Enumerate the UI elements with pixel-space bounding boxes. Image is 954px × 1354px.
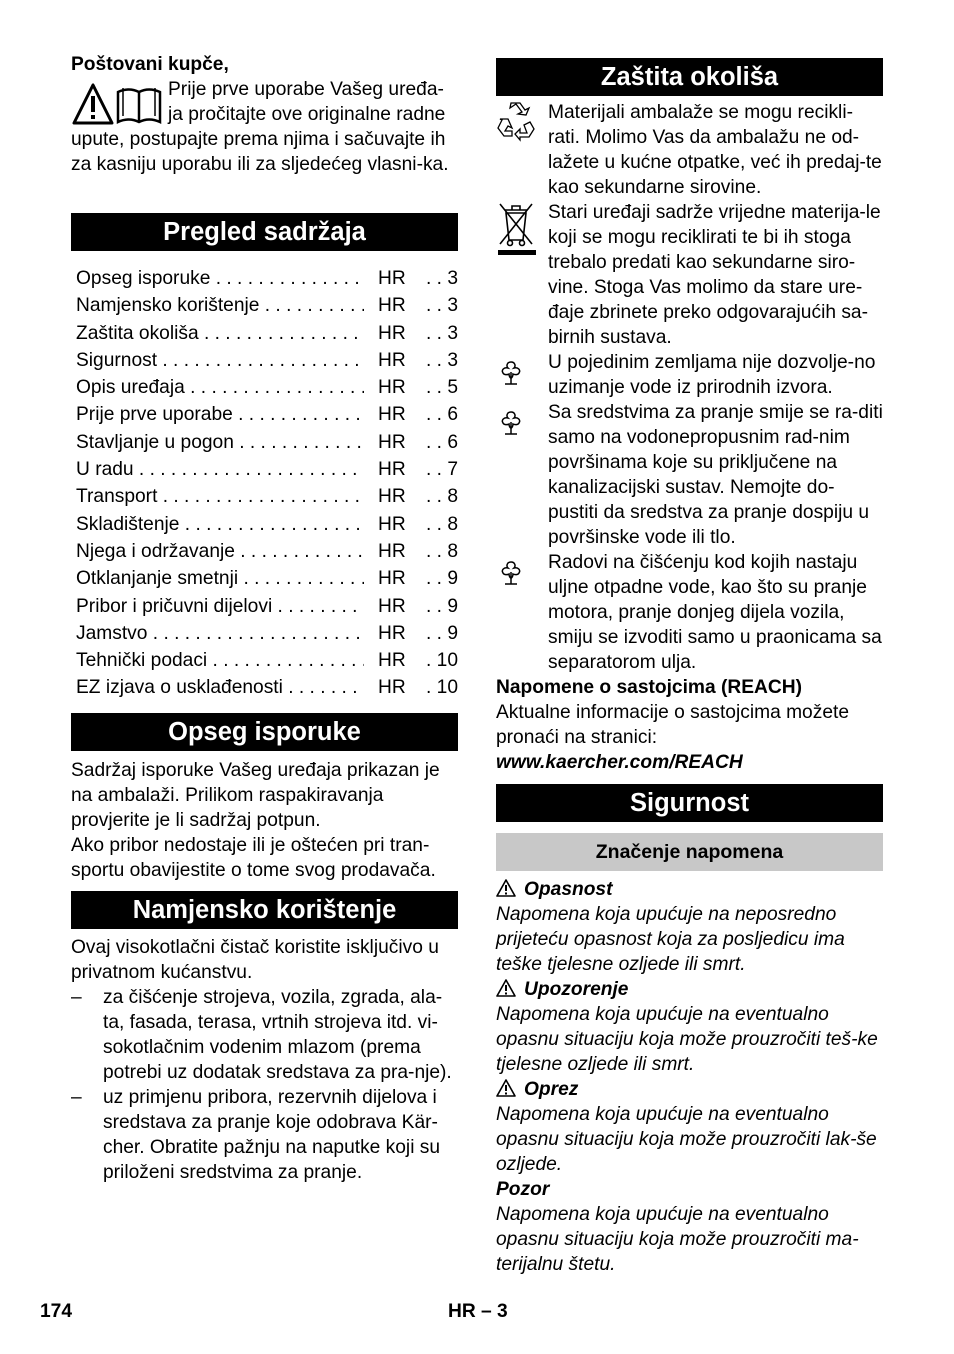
toc-entry-lang: HR — [378, 295, 406, 317]
delivery-paragraph-2: Ako pribor nedostaje ili je oštećen pri tran-sportu obavijestite o tome svog prodavača. — [71, 834, 436, 881]
toc-entry[interactable] — [76, 538, 458, 565]
toc-entry-page: . . 9 — [422, 593, 458, 620]
reach-link[interactable]: www.kaercher.com/REACH — [496, 752, 743, 773]
toc-entry-page: . . 3 — [422, 265, 458, 292]
safety-note — [496, 977, 883, 1077]
toc-entry-page: . . 3 — [422, 292, 458, 319]
warning-icon — [496, 979, 516, 997]
toc-entry[interactable] — [76, 374, 458, 401]
toc-entry-title: Prije prve uporabe . . . — [76, 401, 364, 428]
toc-entry-page: . . 8 — [422, 538, 458, 565]
environment-item — [496, 550, 883, 675]
safety-note-title: Pozor — [496, 1179, 550, 1200]
toc-entry-lang: HR — [378, 268, 406, 289]
safety-note-text: Napomena koja upućuje na eventualno opasnu situaciju koja može prouzročiti ma-terijalnu štetu. — [496, 1204, 859, 1275]
safety-note-title: Opasnost — [524, 879, 613, 900]
environment-icon — [496, 558, 526, 595]
safety-note-title-line — [496, 1077, 883, 1102]
intended-use-paragraph: Ovaj visokotlačni čistač koristite isključivo u privatnom kućanstvu. — [71, 936, 439, 983]
toc-entry-page: . . 6 — [422, 429, 458, 456]
toc-entry-page: . 10 — [422, 647, 458, 674]
intro-rest: upute, postupajte prema njima i sačuvajte ih za kasniju uporabu ili za sljedećeg vlasni-ka. — [71, 129, 449, 175]
safety-note-title: Upozorenje — [524, 979, 629, 1000]
toc-entry[interactable] — [76, 320, 458, 347]
toc-entry-page: . . 3 — [422, 347, 458, 374]
safety-note — [496, 1077, 883, 1177]
toc-entry-page: . . 9 — [422, 565, 458, 592]
toc-entry-title: Skladištenje . . . — [76, 511, 364, 538]
safety-note-title: Oprez — [524, 1079, 579, 1100]
page-number: 174 — [40, 1301, 73, 1322]
intended-use-heading: Namjensko korištenje — [71, 891, 458, 929]
environment-list — [496, 100, 883, 675]
toc-entry[interactable] — [76, 429, 458, 456]
delivery-paragraph-1: Sadržaj isporuke Vašeg uređaja prikazan je na ambalaži. Prilikom raspakiravanja provjerite je li sadržaj potpun. — [71, 759, 440, 831]
toc-entry-page: . . 7 — [422, 456, 458, 483]
intro-line-1: Prije prve uporabe Vašeg uređa- — [168, 79, 444, 100]
toc-entry-lang: HR — [378, 431, 406, 453]
safety-heading: Sigurnost — [496, 784, 883, 822]
safety-note-text: Napomena koja upućuje na eventualno opasnu situaciju koja može prouzročiti lak-še ozljede. — [496, 1104, 877, 1175]
dash-bullet: – — [71, 1086, 82, 1108]
reach-heading: Napomene o sastojcima (REACH) — [496, 677, 802, 698]
delivery-heading: Opseg isporuke — [71, 713, 458, 751]
environment-item-text: U pojedinim zemljama nije dozvolje-no uzimanje vode iz prirodnih izvora. — [548, 352, 876, 398]
warning-manual-icon — [71, 82, 163, 128]
section-number: HR – 3 — [448, 1301, 508, 1322]
toc-entry[interactable] — [76, 265, 458, 292]
toc-entry-lang: HR — [378, 622, 406, 644]
safety-note-title-line — [496, 877, 883, 902]
toc-entry-title: Stavljanje u pogon . . . — [76, 429, 364, 456]
toc-entry-page: . . 6 — [422, 401, 458, 428]
toc-entry[interactable] — [76, 647, 458, 674]
safety-note-text: Napomena koja upućuje na eventualno opasnu situaciju koja može prouzročiti teš-ke tjelesne ozljede ili smrt. — [496, 1004, 878, 1075]
right-column — [496, 58, 883, 1277]
toc-entry-title: Otklanjanje smetnji . . . — [76, 565, 364, 592]
environment-item — [496, 400, 883, 550]
safety-note — [496, 1177, 883, 1277]
greeting: Poštovani kupče, — [71, 54, 229, 75]
environment-item-text: Stari uređaji sadrže vrijedne materija-le koji se mogu reciklirati te bi ih stoga trebalo predati kao sekundarne siro-vine. Stoga Vas molimo da stare ure-đaje zbrinete preko odgovarajućih sa-birnih sustava. — [548, 202, 881, 348]
toc-entry-title: Sigurnost . . . — [76, 347, 364, 374]
intro-line-2: ja pročitajte ove originalne radne — [168, 104, 446, 125]
dash-bullet: – — [71, 986, 82, 1008]
toc-entry-lang: HR — [378, 486, 406, 508]
toc-entry-lang: HR — [378, 349, 406, 371]
toc-entry[interactable] — [76, 456, 458, 483]
safety-notes — [496, 877, 883, 1277]
toc-entry-page: . . 5 — [422, 374, 458, 401]
toc-entry[interactable] — [76, 593, 458, 620]
safety-note — [496, 877, 883, 977]
environment-item-text: Radovi na čišćenju kod kojih nastaju uljne otpadne vode, kao što su pranje motora, pranje donjeg dijela vozila, smiju se izvoditi samo u praonicama sa separatorom ulja. — [548, 552, 882, 673]
recycle-icon — [496, 102, 536, 149]
environment-item-text: Sa sredstvima za pranje smije se ra-diti samo na vodonepropusnim rad-nim površinama koje su priključene na kanalizacijski sustav. Nemojte do-pustiti da sredstva za pranje dospiju u površinske vode ili tlo. — [548, 402, 883, 548]
toc-entry[interactable] — [76, 292, 458, 319]
toc-entry-lang: HR — [378, 404, 406, 426]
toc-entry-lang: HR — [378, 595, 406, 617]
toc-entry-title: Opseg isporuke . . . — [76, 265, 364, 292]
toc-entry-lang: HR — [378, 540, 406, 562]
environment-item — [496, 100, 883, 200]
safety-note-title-line — [496, 977, 883, 1002]
left-column — [71, 52, 458, 1185]
reach-text: Aktualne informacije o sastojcima možete pronaći na stranici: — [496, 702, 849, 748]
toc-entry-title: Opis uređaja . . . — [76, 374, 364, 401]
toc-entry-lang: HR — [378, 322, 406, 344]
environment-icon — [496, 358, 526, 395]
safety-subheading: Značenje napomena — [496, 833, 883, 871]
crossed-bin-icon — [496, 200, 536, 263]
toc-entry-lang: HR — [378, 377, 406, 399]
warning-icon — [496, 879, 516, 897]
toc-entry-title: Njega i održavanje . . . — [76, 538, 364, 565]
environment-heading: Zaštita okoliša — [496, 58, 883, 96]
toc-list — [76, 265, 458, 702]
toc-entry-lang: HR — [378, 459, 406, 481]
environment-item — [496, 350, 883, 400]
environment-item — [496, 200, 883, 350]
safety-note-title-line — [496, 1177, 883, 1202]
toc-heading: Pregled sadržaja — [71, 213, 458, 251]
toc-entry-title: Zaštita okoliša . . . — [76, 320, 364, 347]
toc-entry-title: Pribor i pričuvni dijelovi . . . — [76, 593, 364, 620]
toc-entry[interactable] — [76, 565, 458, 592]
environment-item-text: Materijali ambalaže se mogu recikli-rati. Molimo Vas da ambalažu ne od-lažete u kućne otpatke, već ih predaj-te kao sekundarne sirovine. — [548, 102, 882, 198]
toc-entry[interactable] — [76, 511, 458, 538]
safety-note-text: Napomena koja upućuje na neposredno prijeteću opasnost koja za posljedicu ima teške tjelesne ozljede ili smrt. — [496, 904, 845, 975]
toc-entry[interactable] — [76, 674, 458, 701]
list-item-text: za čišćenje strojeva, vozila, zgrada, ala-ta, fasada, terasa, vrtnih strojeva itd. vi-sokotlačnim vodenim mlazom (prema potrebi uz dodatak sredstava za pra-nje). — [103, 986, 452, 1083]
toc-entry-page: . . 9 — [422, 620, 458, 647]
warning-icon — [496, 1079, 516, 1097]
list-item — [71, 1085, 458, 1185]
toc-entry-title: Namjensko korištenje . . . — [76, 292, 364, 319]
toc-entry[interactable] — [76, 620, 458, 647]
intro — [71, 52, 458, 200]
toc-entry[interactable] — [76, 347, 458, 374]
toc-entry-lang: HR — [378, 513, 406, 535]
toc-entry-lang: HR — [378, 650, 406, 672]
toc-entry-title: Jamstvo . . . — [76, 620, 364, 647]
toc-entry-title: EZ izjava o usklađenosti . . . — [76, 674, 364, 701]
toc-entry-page: . 10 — [422, 674, 458, 701]
environment-icon — [496, 408, 526, 445]
list-item-text: uz primjenu pribora, rezervnih dijelova i sredstava za pranje koje odobrava Kär-cher. Obratite pažnju na naputke koji su priloženi sredstvima za pranje. — [103, 1086, 441, 1183]
toc-entry-title: Transport . . . — [76, 483, 364, 510]
list-item — [71, 985, 458, 1085]
toc-entry-lang: HR — [378, 677, 406, 699]
toc-entry-title: Tehnički podaci . . . — [76, 647, 364, 674]
toc-entry[interactable] — [76, 401, 458, 428]
toc-entry-page: . . 3 — [422, 320, 458, 347]
toc-entry-page: . . 8 — [422, 511, 458, 538]
toc-entry-page: . . 8 — [422, 483, 458, 510]
toc-entry-lang: HR — [378, 568, 406, 590]
toc-entry-title: U radu . . . — [76, 456, 364, 483]
toc-entry[interactable] — [76, 483, 458, 510]
